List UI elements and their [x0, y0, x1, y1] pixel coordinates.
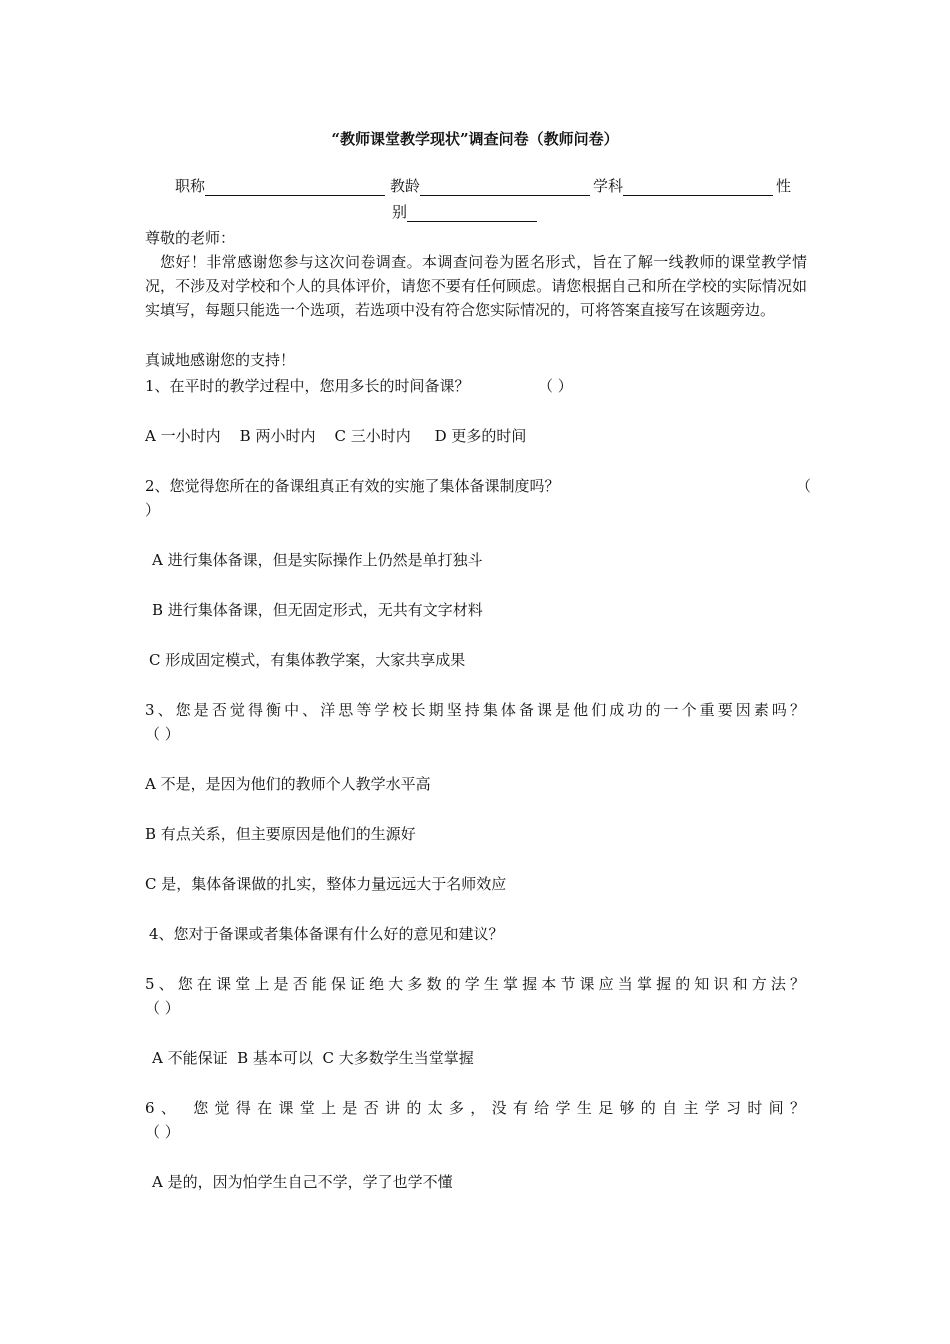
q6-option-a: A 是的，因为怕学生自己不学，学了也学不懂 [152, 1173, 453, 1191]
xingbie-blank[interactable] [407, 205, 537, 222]
q2-paren-close[interactable]: ） [145, 501, 161, 519]
q5-options: A 不能保证 B 基本可以 C 大多数学生当堂掌握 [152, 1049, 474, 1067]
xueke-blank[interactable] [623, 179, 773, 196]
q2-option-a: A 进行集体备课，但是实际操作上仍然是单打独斗 [152, 551, 483, 569]
q6-answer-paren[interactable]: （ ） [145, 1123, 180, 1141]
q3-option-a: A 不是，是因为他们的教师个人教学水平高 [145, 775, 431, 793]
q6-text: 6、 您觉得在课堂上是否讲的太多，没有给学生足够的自主学习时间？ [145, 1099, 805, 1117]
document-title: “教师课堂教学现状”调查问卷（教师问卷） [331, 130, 619, 148]
q3-answer-paren[interactable]: （ ） [145, 725, 180, 743]
q4-text: 4、您对于备课或者集体备课有什么好的意见和建议？ [149, 925, 504, 943]
thanks-line: 真诚地感谢您的支持！ [145, 351, 296, 369]
field-bie [392, 202, 537, 222]
q2-option-c: C 形成固定模式，有集体教学案，大家共享成果 [149, 651, 466, 669]
q5-answer-paren[interactable]: （ ） [145, 999, 180, 1017]
q1-answer-paren[interactable]: （ ） [538, 377, 573, 395]
field-bie-label: 别 [392, 203, 408, 221]
field-zhicheng [175, 176, 385, 196]
field-jiaoling [390, 176, 590, 196]
q2-paren-open[interactable]: （ [796, 477, 812, 495]
jiaoling-blank[interactable] [420, 179, 590, 196]
greeting: 尊敬的老师： [145, 229, 236, 247]
q3-option-b: B 有点关系，但主要原因是他们的生源好 [145, 825, 416, 843]
q3-text: 3、您是否觉得衡中、洋思等学校长期坚持集体备课是他们成功的一个重要因素吗？ [145, 701, 805, 719]
field-xing: 性 [776, 177, 792, 195]
q5-text: 5、您在课堂上是否能保证绝大多数的学生掌握本节课应当掌握的知识和方法？ [145, 975, 805, 993]
q3-option-c: C 是，集体备课做的扎实，整体力量远远大于名师效应 [145, 875, 507, 893]
q2-text: 2、您觉得您所在的备课组真正有效的实施了集体备课制度吗？ [145, 477, 560, 495]
field-jiaoling-label: 教龄 [390, 177, 421, 195]
field-zhicheng-label: 职称 [175, 177, 206, 195]
q2-option-b: B 进行集体备课，但无固定形式，无共有文字材料 [152, 601, 483, 619]
field-xueke-label: 学科 [593, 177, 624, 195]
q1-text: 1、在平时的教学过程中，您用多长的时间备课？ [145, 377, 470, 395]
intro-paragraph: 您好！非常感谢您参与这次问卷调查。本调查问卷为匿名形式，旨在了解一线教师的课堂教学情况，不涉及对学校和个人的具体评价，请您不要有任何顾虑。请您根据自己和所在学校的实际情况如实填写，每题只能选一个选项，若选项中没有符合您实际情况的，可将答案直接写在该题旁边。 [145, 253, 807, 319]
q1-options: A 一小时内 B 两小时内 C 三小时内 D 更多的时间 [145, 427, 527, 445]
zhicheng-blank[interactable] [205, 179, 385, 196]
field-xueke [593, 176, 773, 196]
